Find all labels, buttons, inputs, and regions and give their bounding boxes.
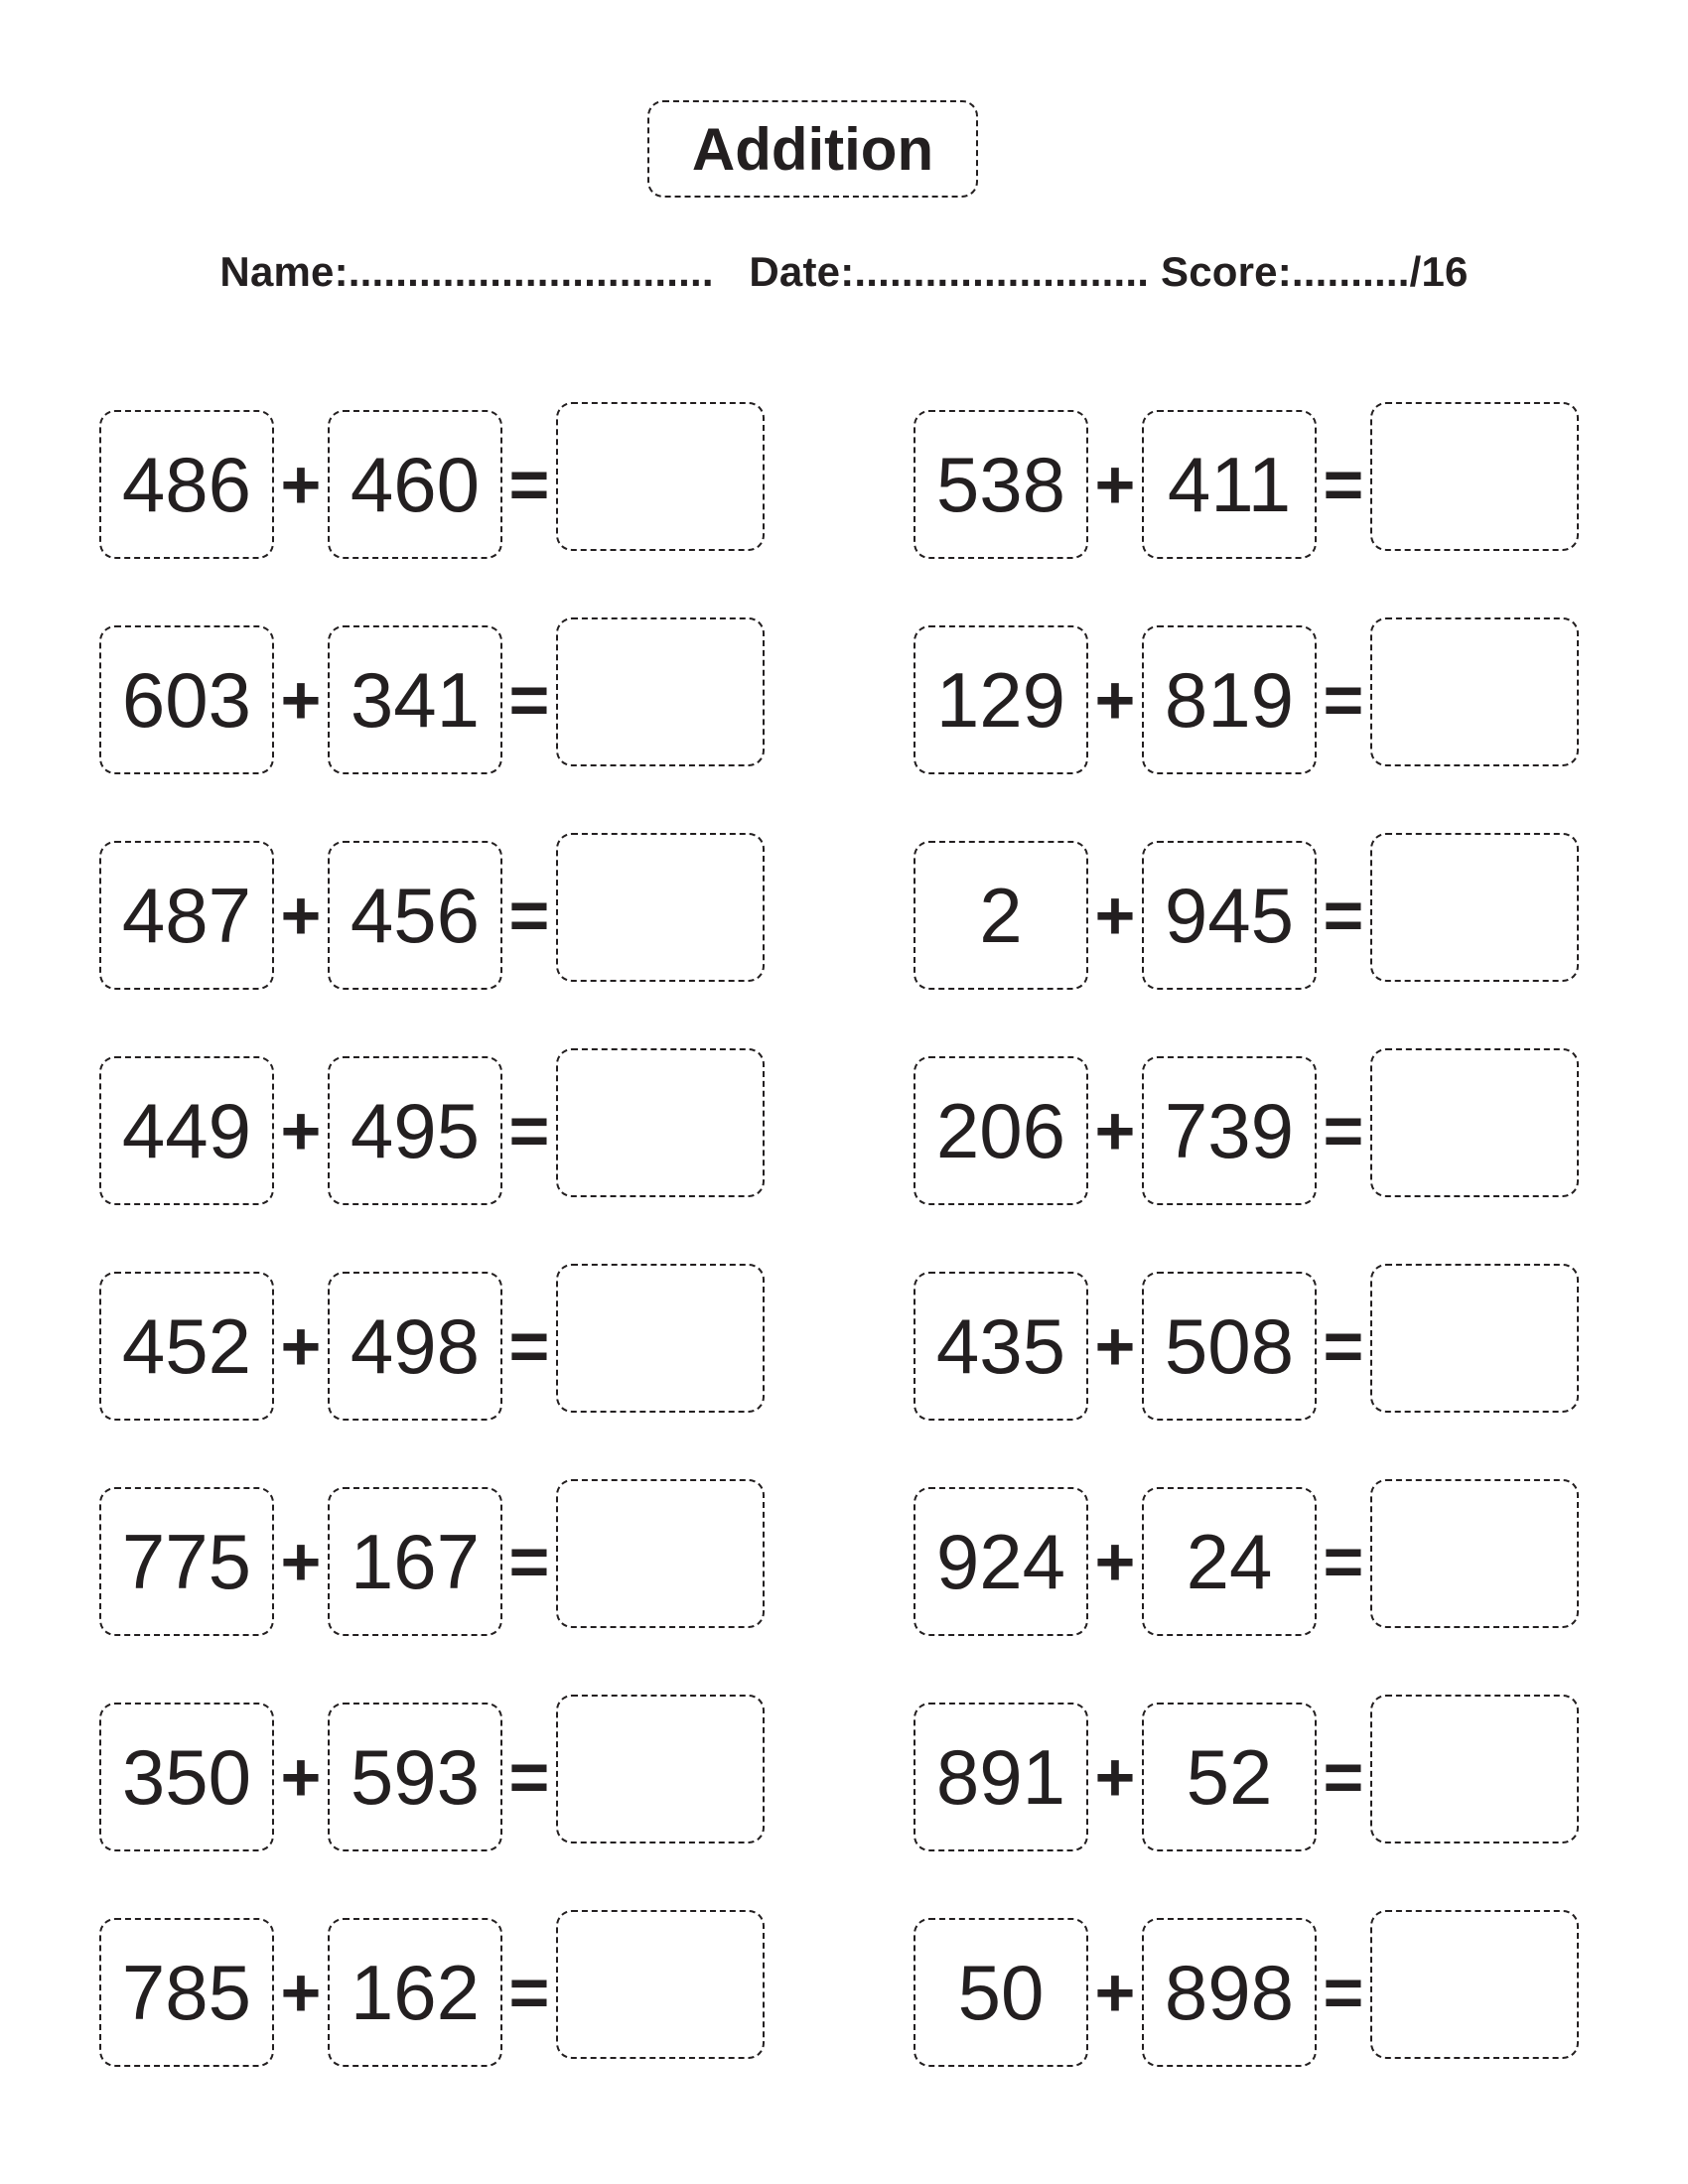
answer-box[interactable] [1370,1910,1579,2059]
addend-1: 2 [914,841,1088,990]
plus-sign: + [1094,1954,1136,2031]
answer-box[interactable] [1370,402,1579,551]
answer-box[interactable] [1370,1048,1579,1197]
addend-1: 50 [914,1918,1088,2067]
addend-1: 775 [99,1487,274,1636]
addend-2: 456 [328,841,502,990]
answer-box[interactable] [1370,1695,1579,1843]
answer-box[interactable] [1370,833,1579,982]
addend-2: 52 [1142,1703,1317,1851]
addend-2: 495 [328,1056,502,1205]
addend-1: 435 [914,1272,1088,1421]
plus-sign: + [1094,877,1136,954]
equals-sign: = [508,1307,550,1385]
plus-sign: + [280,1738,322,1816]
problem-8 [914,1056,1628,1205]
problem-4 [914,625,1628,774]
equals-sign: = [508,877,550,954]
addend-1: 487 [99,841,274,990]
addend-2: 24 [1142,1487,1317,1636]
problem-5 [99,841,814,990]
plus-sign: + [1094,1738,1136,1816]
equals-sign: = [1323,1738,1364,1816]
equals-sign: = [508,1092,550,1169]
answer-box[interactable] [556,617,765,766]
addend-2: 162 [328,1918,502,2067]
answer-box[interactable] [556,1695,765,1843]
addend-1: 129 [914,625,1088,774]
problem-2 [914,410,1628,559]
name-field[interactable]: Name:............................... [219,248,714,295]
problem-3 [99,625,814,774]
plus-sign: + [1094,1307,1136,1385]
problem-11 [99,1487,814,1636]
problem-10 [914,1272,1628,1421]
plus-sign: + [280,661,322,739]
problem-13 [99,1703,814,1851]
equals-sign: = [1323,446,1364,523]
equals-sign: = [1323,1307,1364,1385]
plus-sign: + [1094,661,1136,739]
answer-box[interactable] [556,402,765,551]
addend-2: 167 [328,1487,502,1636]
addend-1: 538 [914,410,1088,559]
plus-sign: + [280,446,322,523]
equals-sign: = [1323,1954,1364,2031]
addend-2: 411 [1142,410,1317,559]
problem-6 [914,841,1628,990]
plus-sign: + [280,1954,322,2031]
plus-sign: + [1094,1092,1136,1169]
equals-sign: = [1323,661,1364,739]
addend-1: 924 [914,1487,1088,1636]
addend-2: 498 [328,1272,502,1421]
addend-1: 486 [99,410,274,559]
addend-2: 341 [328,625,502,774]
equals-sign: = [508,446,550,523]
addend-2: 508 [1142,1272,1317,1421]
plus-sign: + [280,1523,322,1600]
addend-2: 819 [1142,625,1317,774]
addend-1: 452 [99,1272,274,1421]
equals-sign: = [508,1954,550,2031]
plus-sign: + [280,877,322,954]
addend-1: 206 [914,1056,1088,1205]
addend-1: 350 [99,1703,274,1851]
problem-1 [99,410,814,559]
plus-sign: + [1094,446,1136,523]
plus-sign: + [280,1307,322,1385]
problem-7 [99,1056,814,1205]
addend-1: 603 [99,625,274,774]
plus-sign: + [280,1092,322,1169]
addend-2: 593 [328,1703,502,1851]
worksheet-title: Addition [647,100,978,198]
answer-box[interactable] [556,1479,765,1628]
answer-box[interactable] [556,1910,765,2059]
date-field[interactable]: Date:......................... [749,248,1150,295]
equals-sign: = [1323,877,1364,954]
problem-9 [99,1272,814,1421]
problem-16 [914,1918,1628,2067]
answer-box[interactable] [556,1264,765,1413]
answer-box[interactable] [556,833,765,982]
problem-14 [914,1703,1628,1851]
addend-2: 945 [1142,841,1317,990]
addend-2: 898 [1142,1918,1317,2067]
equals-sign: = [1323,1523,1364,1600]
score-field[interactable]: Score:........../16 [1160,248,1469,295]
plus-sign: + [1094,1523,1136,1600]
addend-1: 449 [99,1056,274,1205]
addend-2: 739 [1142,1056,1317,1205]
answer-box[interactable] [556,1048,765,1197]
equals-sign: = [508,661,550,739]
addend-2: 460 [328,410,502,559]
problem-12 [914,1487,1628,1636]
answer-box[interactable] [1370,1479,1579,1628]
problem-15 [99,1918,814,2067]
student-info-line [0,248,1688,296]
answer-box[interactable] [1370,617,1579,766]
answer-box[interactable] [1370,1264,1579,1413]
equals-sign: = [1323,1092,1364,1169]
equals-sign: = [508,1738,550,1816]
addend-1: 785 [99,1918,274,2067]
equals-sign: = [508,1523,550,1600]
addend-1: 891 [914,1703,1088,1851]
